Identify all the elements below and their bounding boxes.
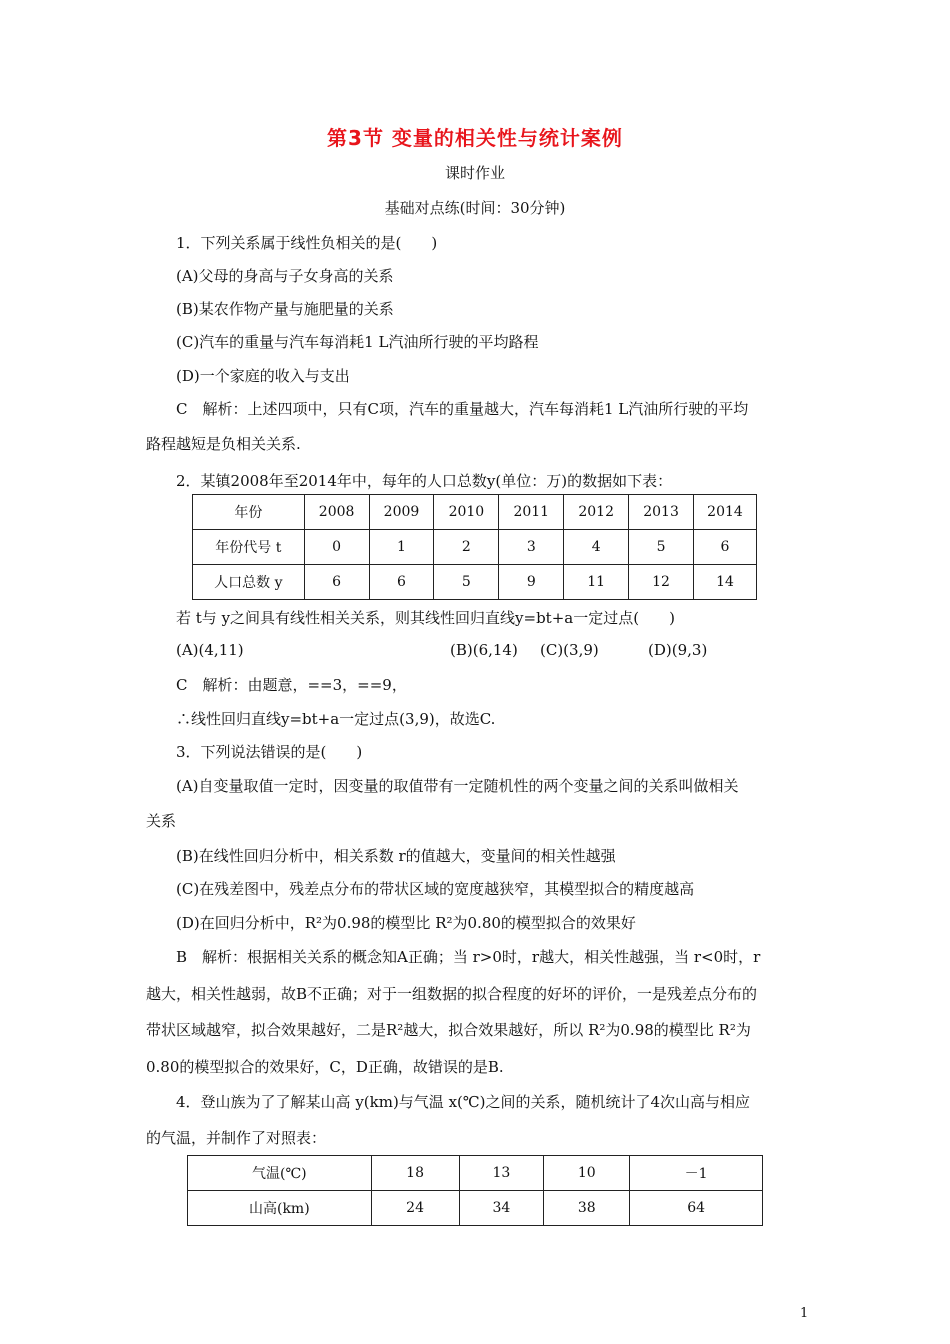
table-cell: 2014 [694, 495, 757, 530]
q1-answer-line1: C 解析：上述四项中，只有C项，汽车的重量越大，汽车每消耗1 L汽油所行驶的平均 [176, 400, 749, 418]
q3-option-c: (C)在残差图中，残差点分布的带状区域的宽度越狭窄，其模型拟合的精度越高 [176, 880, 695, 898]
q3-answer-line4: 0.80的模型拟合的效果好，C，D正确，故错误的是B. [146, 1058, 504, 1076]
table-cell: 6 [694, 530, 757, 565]
table-header-cell: 年份代号 t [193, 530, 305, 565]
table-header-cell: 人口总数 y [193, 565, 305, 600]
q3-option-a-line1: (A)自变量取值一定时，因变量的取值带有一定随机性的两个变量之间的关系叫做相关 [176, 777, 739, 795]
q4-stem-line1: 4．登山族为了了解某山高 y(km)与气温 x(℃)之间的关系，随机统计了4次山高与相应 [176, 1093, 751, 1111]
table-row [193, 495, 757, 530]
table-header-cell: 气温(℃) [188, 1156, 372, 1191]
q2-stem: 2．某镇2008年至2014年中，每年的人口总数y(单位：万)的数据如下表： [176, 472, 673, 490]
table-cell: 0 [304, 530, 369, 565]
table-cell: 12 [629, 565, 694, 600]
q1-answer-line2: 路程越短是负相关关系. [146, 435, 301, 453]
table-header-cell: 山高(km) [188, 1191, 372, 1226]
q4-stem-line2: 的气温，并制作了对照表： [146, 1129, 327, 1147]
page-title: 第3节 变量的相关性与统计案例 [327, 126, 623, 150]
table-cell: 2013 [629, 495, 694, 530]
q3-option-d: (D)在回归分析中，R²为0.98的模型比 R²为0.80的模型拟合的效果好 [176, 914, 636, 932]
q1-option-a: (A)父母的身高与子女身高的关系 [176, 267, 394, 285]
q3-stem: 3．下列说法错误的是( ) [176, 743, 363, 761]
table-row [188, 1191, 763, 1226]
table-cell: 10 [544, 1156, 630, 1191]
q2-option-a: (A)(4,11) [176, 641, 244, 659]
table-cell: 2 [434, 530, 499, 565]
table-cell: 13 [459, 1156, 544, 1191]
page-number: 1 [800, 1306, 809, 1321]
q2-option-b: (B)(6,14) [450, 641, 518, 659]
table-cell: 2009 [369, 495, 434, 530]
q3-answer-line3: 带状区域越窄，拟合效果越好，二是R²越大，拟合效果越好，所以 R²为0.98的模型比 R²为 [146, 1021, 751, 1039]
table-cell: 2011 [499, 495, 564, 530]
section-heading: 基础对点练(时间：30分钟) [384, 199, 566, 217]
table-cell: 5 [629, 530, 694, 565]
table-cell: 34 [459, 1191, 544, 1226]
q2-option-d: (D)(9,3) [648, 641, 708, 659]
table-cell: 14 [694, 565, 757, 600]
q1-option-c: (C)汽车的重量与汽车每消耗1 L汽油所行驶的平均路程 [176, 333, 539, 351]
population-table [192, 494, 757, 600]
table-cell: 6 [304, 565, 369, 600]
table-header-cell: 年份 [193, 495, 305, 530]
q2-answer-line1: C 解析：由题意，==3，==9， [176, 676, 407, 694]
table-cell: 38 [544, 1191, 630, 1226]
table-cell: 2010 [434, 495, 499, 530]
q2-answer-line2: ∴线性回归直线y=bt+a一定过点(3,9)，故选C. [176, 710, 496, 728]
table-row [193, 530, 757, 565]
table-cell: 11 [564, 565, 629, 600]
q1-option-d: (D)一个家庭的收入与支出 [176, 367, 350, 385]
table-cell: 64 [630, 1191, 763, 1226]
table-cell: 18 [371, 1156, 459, 1191]
table-cell: 9 [499, 565, 564, 600]
q2-option-c: (C)(3,9) [540, 641, 599, 659]
q3-answer-line2: 越大，相关性越弱，故B不正确；对于一组数据的拟合程度的好坏的评价，一是残差点分布的 [146, 985, 758, 1003]
table-cell: 2012 [564, 495, 629, 530]
table-cell: 2008 [304, 495, 369, 530]
q3-option-b: (B)在线性回归分析中，相关系数 r的值越大，变量间的相关性越强 [176, 847, 616, 865]
table-row [188, 1156, 763, 1191]
table-cell: －1 [630, 1156, 763, 1191]
table-cell: 3 [499, 530, 564, 565]
q3-answer-line1: B 解析：根据相关关系的概念知A正确；当 r>0时，r越大，相关性越强，当 r<0时，r [176, 948, 761, 966]
table-cell: 4 [564, 530, 629, 565]
q3-option-a-line2: 关系 [146, 812, 177, 830]
table-cell: 6 [369, 565, 434, 600]
table-cell: 24 [371, 1191, 459, 1226]
page-subtitle: 课时作业 [444, 164, 505, 182]
table-row [193, 565, 757, 600]
q1-stem: 1．下列关系属于线性负相关的是( ) [176, 234, 438, 252]
q1-option-b: (B)某农作物产量与施肥量的关系 [176, 300, 394, 318]
q2-condition: 若 t与 y之间具有线性相关关系，则其线性回归直线y=bt+a一定过点( ) [176, 609, 675, 627]
table-cell: 1 [369, 530, 434, 565]
table-cell: 5 [434, 565, 499, 600]
temperature-table [187, 1155, 763, 1226]
